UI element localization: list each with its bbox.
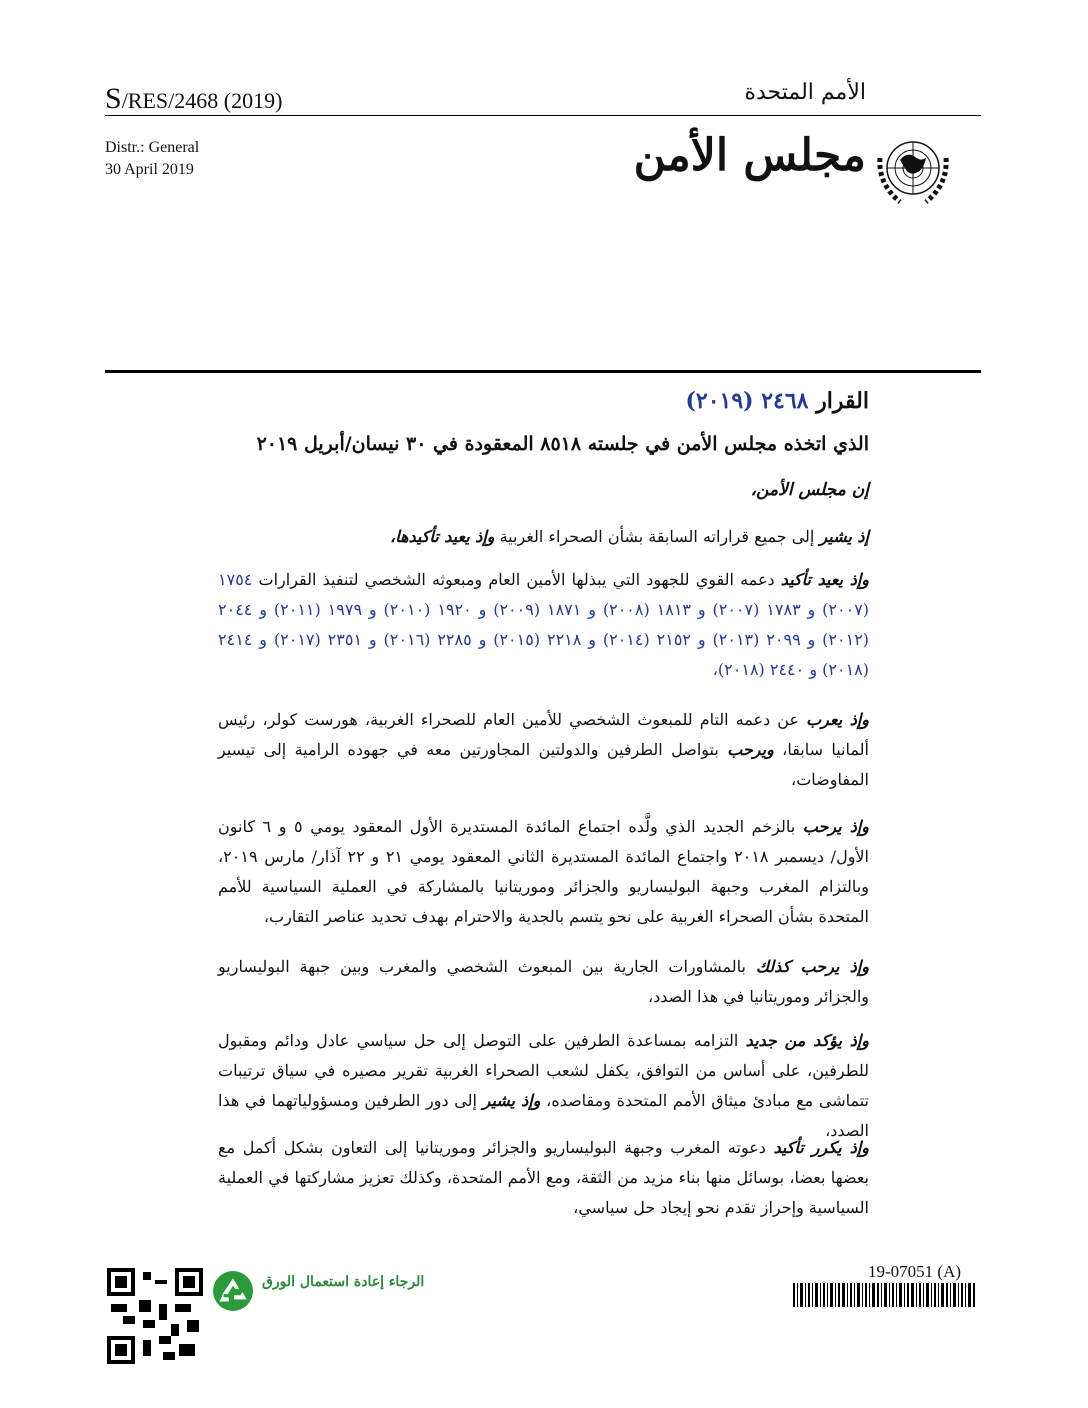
preamble-paragraph-4: وإذ يرحب بالزخم الجديد الذي ولَّده اجتماع المائدة المستديرة الأول المعقود يومي ٥ و ٦ كانون الأول/ ديسمبر ٢٠١٨ واجتماع المائدة المستديرة الثاني المعقود يومي ٢١ و ٢٢ آذار/ مارس ٢٠١٩، وبالتزام المغرب وجبهة البوليساريو والجزائر وموريتانيا بالمشاركة في العملية السياسية للأمم المتحدة بشأن الصحراء الغربية على نحو يتسم بالجدية والاحترام بهدف تحديد عناصر التقارب، [218, 817, 869, 926]
document-number: 19-07051 (A) [868, 1262, 962, 1281]
header-rule [105, 115, 981, 116]
resolution-references[interactable]: ١٧٥٤ (٢٠٠٧) و ١٧٨٣ (٢٠٠٧) و ١٨١٣ (٢٠٠٨) و ١٨٧١ (٢٠٠٩) و ١٩٢٠ (٢٠١٠) و ١٩٧٩ (٢٠١١) و ٢٠٤٤ (٢٠١٢) و ٢٠٩٩ (٢٠١٣) و ٢١٥٢ (٢٠١٤) و ٢٢١٨ (٢٠١٥) و ٢٢٨٥ (٢٠١٦) و ٢٣٥١ (٢٠١٧) و ٢٤١٤ (٢٠١٨) و ٢٤٤٠ (٢٠١٨)، [218, 570, 870, 679]
preamble-paragraph-2: وإذ يعيد تأكيد دعمه القوي للجهود التي يبذلها الأمين العام ومبعوثه الشخصي لتنفيذ القرارات ١٧٥٤ (٢٠٠٧) و ١٧٨٣ (٢٠٠٧) و ١٨١٣ (٢٠٠٨) و ١٨٧١ (٢٠٠٩) و ١٩٢٠ (٢٠١٠) و ١٩٧٩ (٢٠١١) و ٢٠٤٤ (٢٠١٢) و ٢٠٩٩ (٢٠١٣) و ٢١٥٢ (٢٠١٤) و ٢٢١٨ (٢٠١٥) و ٢٢٨٥ (٢٠١٦) و ٢٣٥١ (٢٠١٧) و ٢٤١٤ (٢٠١٨) و ٢٤٤٠ (٢٠١٨)، [218, 570, 870, 679]
un-name: الأمم المتحدة [744, 80, 866, 105]
preamble-paragraph-3: وإذ يعرب عن دعمه التام للمبعوث الشخصي للأمين العام للصحراء الغربية، هورست كولر، رئيس ألمانيا سابقا، ويرحب بتواصل الطرفين والدولتين المجاورتين معه في جهوده الرامية إلى تيسير المفاوضات، [218, 710, 869, 789]
preamble-paragraph-6: وإذ يؤكد من جديد التزامه بمساعدة الطرفين على التوصل إلى حل سياسي عادل ودائم ومقبول للطرفين، على أساس من التوافق، يكفل لشعب الصحراء الغربية تقرير مصيره في سياق ترتيبات تتماشى مع مبادئ ميثاق الأمم المتحدة ومقاصده، وإذ يشير إلى دور الطرفين ومسؤولياتهما في هذا الصدد، [218, 1031, 869, 1140]
distribution-label: Distr.: General [105, 139, 200, 156]
resolution-title: القرار ٢٤٦٨ (٢٠١٩) [685, 388, 869, 414]
opening-phrase: إن مجلس الأمن، [750, 480, 869, 500]
title-rule [105, 370, 981, 373]
qr-code-icon [107, 1268, 203, 1364]
issue-date: 30 April 2019 [105, 161, 194, 178]
council-name: مجلس الأمن [633, 130, 866, 181]
preamble-paragraph-7: وإذ يكرر تأكيد دعوته المغرب وجبهة البوليساريو والجزائر وموريتانيا إلى التعاون بشكل أكمل مع بعضها بعضا، بوسائل منها بناء مزيد من الثقة، ومع الأمم المتحدة، وكذلك تعزيز مشاركتها في العملية السياسية وإحراز تقدم نحو إيجاد حل سياسي، [218, 1138, 870, 1217]
preamble-paragraph-5: وإذ يرحب كذلك بالمشاورات الجارية بين المبعوث الشخصي والمغرب وبين جبهة البوليساريو والجزائر وموريتانيا في هذا الصدد، [218, 957, 869, 1006]
recycle-notice: الرجاء إعادة استعمال الورق [262, 1274, 425, 1290]
barcode-icon [793, 1283, 975, 1307]
recycle-icon [212, 1270, 254, 1312]
document-symbol: S/RES/2468 (2019) [105, 82, 283, 115]
distribution-block [105, 137, 199, 181]
resolution-number-link[interactable]: ٢٤٦٨ (٢٠١٩) [685, 388, 809, 414]
un-emblem-icon [870, 128, 956, 214]
preamble-paragraph-1: إذ يشير إلى جميع قراراته السابقة بشأن الصحراء الغربية وإذ يعيد تأكيدها، [390, 527, 869, 546]
resolution-subtitle: الذي اتخذه مجلس الأمن في جلسته ٨٥١٨ المعقودة في ٣٠ نيسان/أبريل ٢٠١٩ [256, 433, 869, 455]
